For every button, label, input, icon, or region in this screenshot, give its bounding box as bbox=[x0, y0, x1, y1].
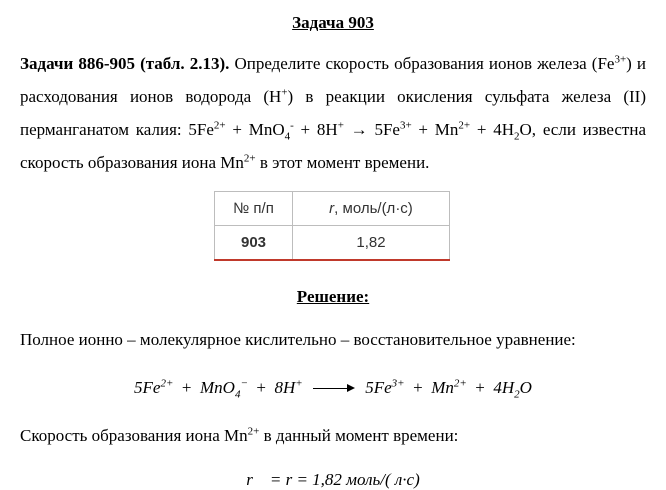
table-header-row bbox=[215, 192, 450, 226]
task-range-label: Задачи 886-905 (табл. 2.13). bbox=[20, 54, 230, 73]
solution-heading: Решение: bbox=[296, 287, 370, 306]
task-statement: Задачи 886-905 (табл. 2.13). Определите скорость образования ионов железа $(Fe^{3+})$ и расходования ионов водорода (H+) в реакции окисления сульфата железа (II) перманганатом калия: $5Fe^{2+} + MnO_4^- + 8H^+ \to 5Fe^{3+} + Mn^{2+} + 4H_2O$, если известна скорость образования иона $Mn^{2+}$ в этот момент времени. bbox=[20, 53, 647, 172]
task-title: Задача 903 bbox=[292, 13, 374, 32]
variant-table bbox=[214, 191, 450, 261]
header-number: № п/п bbox=[215, 192, 293, 226]
rate-caption: Скорость образования иона $Mn^{2+}$ в данный момент времени: bbox=[20, 425, 459, 445]
header-rate: r, моль/(л·с) bbox=[293, 192, 450, 226]
reaction-arrow-icon bbox=[313, 384, 355, 394]
full-equation-caption: Полное ионно – молекулярное кислительно – восстановительное уравнение: bbox=[20, 330, 576, 349]
rate-equation: r = r = 1,82 моль/( л·с) bbox=[246, 470, 420, 489]
row-number: 903 bbox=[215, 226, 293, 261]
ionic-equation: $5Fe^{2+} + MnO_4^- + 8H^+$ $5Fe^{3+} + Mn^{2+} + 4H_2O$ bbox=[134, 377, 532, 401]
row-rate-value: 1,82 bbox=[293, 226, 450, 261]
table-row bbox=[215, 226, 450, 261]
